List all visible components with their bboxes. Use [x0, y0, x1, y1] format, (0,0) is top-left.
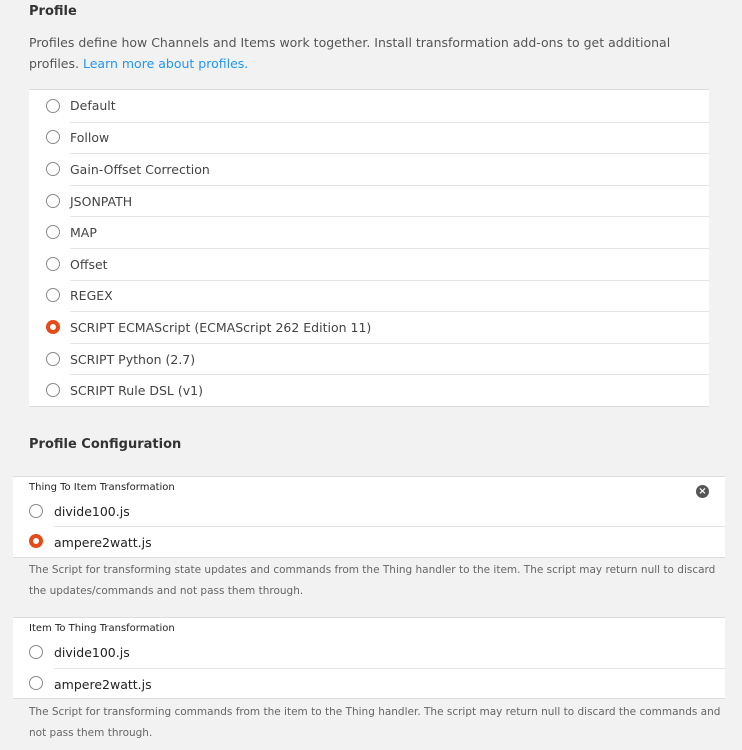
- profile-option-label: SCRIPT Python (2.7): [70, 343, 709, 375]
- item-to-thing-option-ampere2watt[interactable]: [13, 668, 725, 699]
- profile-configuration-title: Profile Configuration: [29, 437, 182, 452]
- profile-description: [29, 32, 689, 74]
- profile-option-label: SCRIPT ECMAScript (ECMAScript 262 Edition 11): [70, 311, 709, 343]
- radio-icon[interactable]: [46, 194, 60, 208]
- profile-option-label: JSONPATH: [70, 185, 709, 217]
- profile-option-label: Default: [70, 98, 116, 114]
- thing-to-item-block: [13, 476, 725, 558]
- radio-checked-icon[interactable]: [29, 534, 43, 548]
- thing-to-item-option-divide100[interactable]: [13, 496, 725, 527]
- radio-icon[interactable]: [46, 352, 60, 366]
- item-to-thing-hint: The Script for transforming commands from the item to the Thing handler. The script may return null to discard the commands and not pass them through.: [29, 706, 721, 739]
- profile-option-script-python[interactable]: [29, 343, 709, 375]
- profile-option-label: Gain-Offset Correction: [70, 153, 709, 185]
- profile-option-map[interactable]: [29, 216, 709, 248]
- profile-option-script-rule-dsl[interactable]: [29, 374, 709, 406]
- item-to-thing-option-divide100[interactable]: [13, 637, 725, 668]
- profile-option-jsonpath[interactable]: [29, 185, 709, 217]
- radio-icon[interactable]: [29, 645, 43, 659]
- radio-icon[interactable]: [46, 383, 60, 397]
- option-label: ampere2watt.js: [54, 526, 725, 557]
- profile-option-gain-offset[interactable]: [29, 153, 709, 185]
- profile-option-follow[interactable]: [29, 122, 709, 154]
- profile-option-offset[interactable]: [29, 248, 709, 280]
- radio-icon[interactable]: [29, 504, 43, 518]
- radio-icon[interactable]: [46, 99, 60, 113]
- radio-icon[interactable]: [46, 130, 60, 144]
- profile-option-script-ecmascript[interactable]: [29, 311, 709, 343]
- profile-option-label: Offset: [70, 248, 709, 280]
- profile-options-list: [29, 89, 709, 407]
- item-to-thing-label: Item To Thing Transformation: [29, 623, 175, 634]
- radio-icon[interactable]: [29, 676, 43, 690]
- item-to-thing-block: [13, 617, 725, 699]
- radio-checked-icon[interactable]: [46, 320, 60, 334]
- radio-icon[interactable]: [46, 257, 60, 271]
- profile-option-label: Follow: [70, 122, 709, 154]
- profile-option-regex[interactable]: [29, 280, 709, 312]
- thing-to-item-label: Thing To Item Transformation: [29, 482, 175, 493]
- radio-icon[interactable]: [46, 162, 60, 176]
- thing-to-item-option-ampere2watt[interactable]: [13, 526, 725, 557]
- profile-option-default[interactable]: [29, 90, 709, 122]
- profile-title: Profile: [29, 4, 77, 19]
- learn-more-link[interactable]: Learn more about profiles.: [82, 56, 249, 71]
- thing-to-item-hint: The Script for transforming state updates and commands from the Thing handler to the item. The script may return null to discard the updates/commands and not pass them through.: [29, 564, 716, 597]
- radio-icon[interactable]: [46, 288, 60, 302]
- close-circle-icon[interactable]: ×: [696, 485, 709, 498]
- radio-icon[interactable]: [46, 225, 60, 239]
- profile-option-label: SCRIPT Rule DSL (v1): [70, 374, 709, 406]
- option-label: divide100.js: [54, 645, 130, 660]
- option-label: ampere2watt.js: [54, 668, 725, 699]
- profile-description-text: Profiles define how Channels and Items work together. Install transformation add-ons to get additional profiles.: [29, 35, 671, 71]
- profile-option-label: REGEX: [70, 280, 709, 312]
- profile-option-label: MAP: [70, 216, 709, 248]
- option-label: divide100.js: [54, 504, 130, 519]
